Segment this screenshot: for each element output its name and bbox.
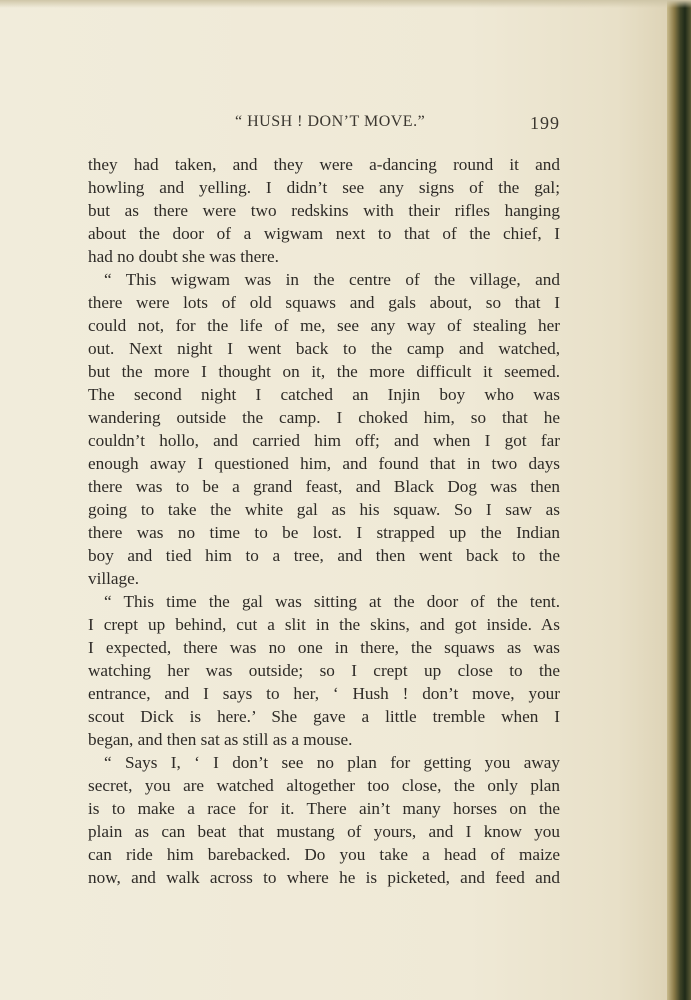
text-line: they had taken, and they were a-dancing round it and bbox=[88, 155, 560, 174]
text-line: secret, you are watched altogether too close, the only plan bbox=[88, 776, 560, 795]
text-line: began, and then sat as still as a mouse. bbox=[88, 730, 353, 749]
text-line: plain as can beat that mustang of yours, and I know you bbox=[88, 822, 560, 841]
text-line: howling and yelling. I didn’t see any signs of the gal; bbox=[88, 178, 560, 197]
text-line: is to make a race for it. There ain’t many horses on the bbox=[88, 799, 560, 818]
text-line: could not, for the life of me, see any way of stealing her bbox=[88, 316, 560, 335]
text-line: I crept up behind, cut a slit in the skins, and got inside. As bbox=[88, 615, 560, 634]
page-number: 199 bbox=[530, 113, 560, 133]
text-line: there was to be a grand feast, and Black Dog was then bbox=[88, 477, 560, 496]
text-line: scout Dick is here.’ She gave a little tremble when I bbox=[88, 707, 560, 726]
text-line: going to take the white gal as his squaw. So I saw as bbox=[88, 500, 560, 519]
text-line: watching her was outside; so I crept up close to the bbox=[88, 661, 560, 680]
running-head bbox=[88, 113, 560, 139]
book-binding-edge bbox=[667, 0, 691, 1000]
text-line: entrance, and I says to her, ‘ Hush ! don’t move, your bbox=[88, 684, 560, 703]
text-line: couldn’t hollo, and carried him off; and when I got far bbox=[88, 431, 560, 450]
text-line: The second night I catched an Injin boy who was bbox=[88, 385, 560, 404]
text-line: now, and walk across to where he is picketed, and feed and bbox=[88, 868, 560, 887]
text-line: village. bbox=[88, 569, 140, 588]
text-line: I expected, there was no one in there, the squaws as was bbox=[88, 638, 560, 657]
text-line: boy and tied him to a tree, and then went back to the bbox=[88, 546, 560, 565]
text-line: there was no time to be lost. I strapped up the Indian bbox=[88, 523, 560, 542]
text-line: but the more I thought on it, the more difficult it seemed. bbox=[88, 362, 560, 381]
text-line: wandering outside the camp. I choked him, so that he bbox=[88, 408, 560, 427]
body-text bbox=[88, 153, 560, 889]
text-line: “ This wigwam was in the centre of the village, and bbox=[104, 270, 560, 289]
text-line: can ride him barebacked. Do you take a head of maize bbox=[88, 845, 560, 864]
page-top-shadow bbox=[0, 0, 691, 8]
text-line: “ This time the gal was sitting at the door of the tent. bbox=[104, 592, 560, 611]
text-line: out. Next night I went back to the camp and watched, bbox=[88, 339, 560, 358]
text-line: there were lots of old squaws and gals about, so that I bbox=[88, 293, 560, 312]
text-line: about the door of a wigwam next to that of the chief, I bbox=[88, 224, 560, 243]
text-line: had no doubt she was there. bbox=[88, 247, 279, 266]
text-line: enough away I questioned him, and found that in two days bbox=[88, 454, 560, 473]
text-line: but as there were two redskins with their rifles hanging bbox=[88, 201, 560, 220]
running-title: “ HUSH ! DON’T MOVE.” bbox=[235, 113, 426, 130]
text-line: “ Says I, ‘ I don’t see no plan for getting you away bbox=[104, 753, 560, 772]
